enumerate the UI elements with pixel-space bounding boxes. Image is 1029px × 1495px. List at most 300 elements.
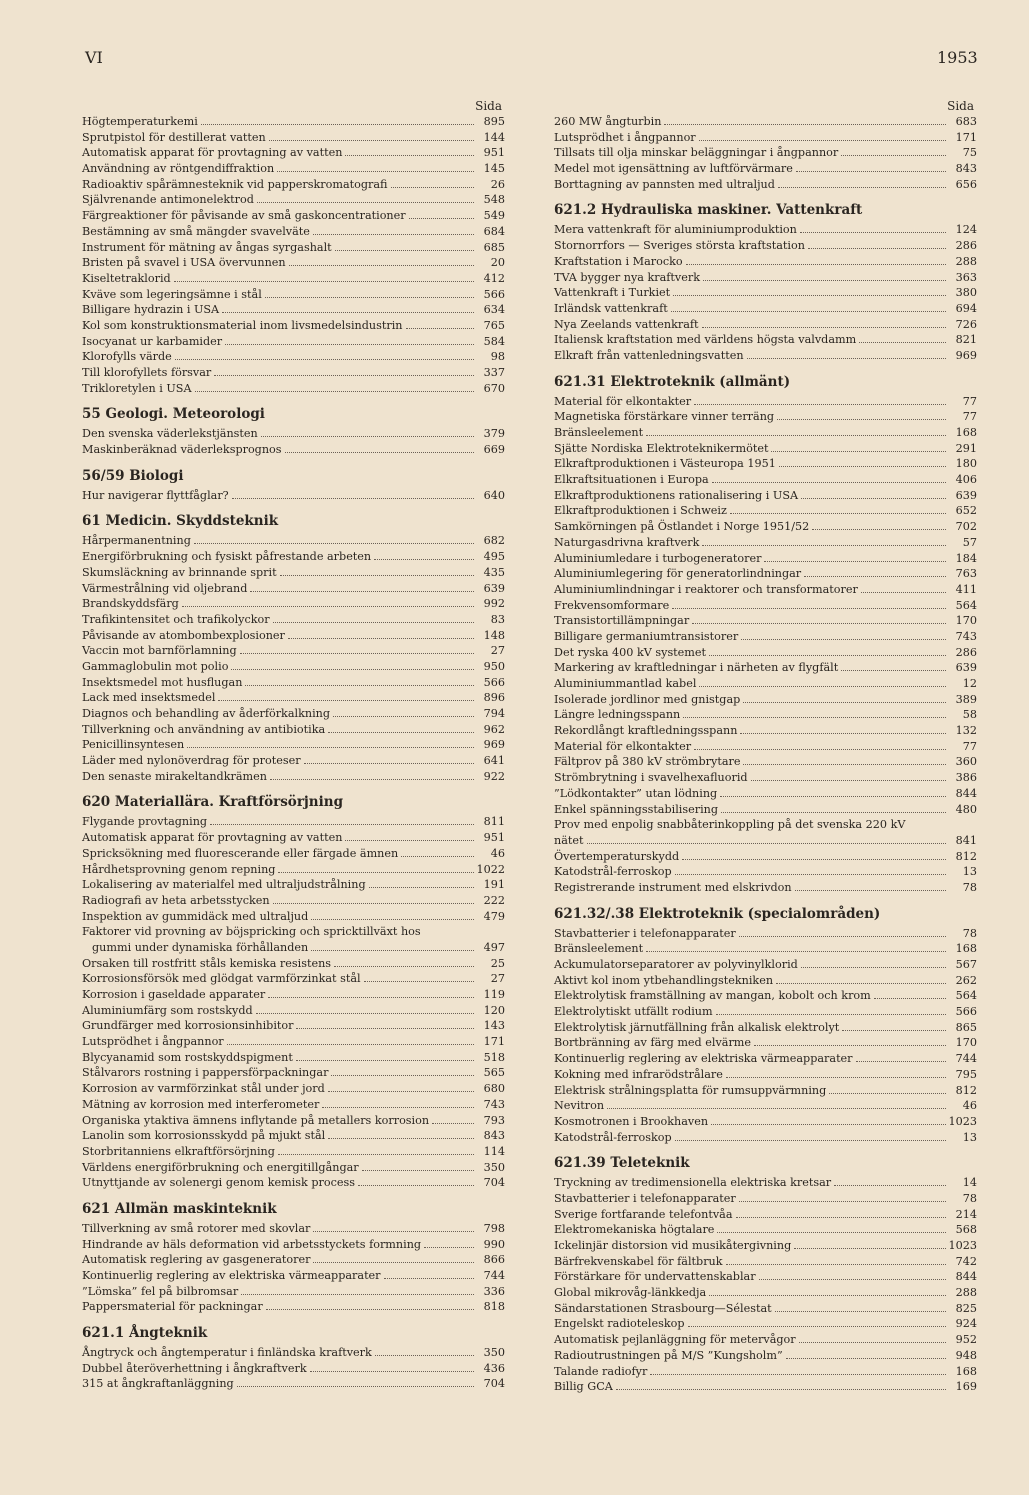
entry-title: Hur navigerar flyttfåglar? xyxy=(82,488,229,502)
page-ref: 78 xyxy=(962,880,977,894)
page-ref: 435 xyxy=(483,565,505,579)
index-entry xyxy=(554,1207,977,1223)
page-ref: 895 xyxy=(483,115,505,128)
page-ref: 124 xyxy=(955,223,977,237)
entry-title: Brandskyddsfärg xyxy=(82,597,179,611)
page-ref: 566 xyxy=(483,287,505,301)
dot-leader xyxy=(716,1014,946,1015)
entry-title: Högtemperaturkemi xyxy=(82,115,198,128)
index-entry xyxy=(82,302,505,318)
page-ref: 962 xyxy=(483,722,505,736)
page-ref: 291 xyxy=(955,441,977,455)
entry-title: Korrosion av varmförzinkat stål under jord xyxy=(82,1082,325,1096)
page-ref: 363 xyxy=(955,270,977,284)
index-entry xyxy=(554,285,977,301)
index-entry xyxy=(82,1284,505,1300)
entry-title: Irländsk vattenkraft xyxy=(554,301,668,315)
index-column-left xyxy=(82,98,505,1392)
page-ref: 922 xyxy=(483,769,505,783)
page-ref: 57 xyxy=(962,535,977,549)
page-ref: 143 xyxy=(483,1019,505,1033)
index-entry xyxy=(554,739,977,755)
page-ref: 992 xyxy=(483,597,505,611)
index-entry xyxy=(554,957,977,973)
dot-leader xyxy=(841,155,946,156)
entry-title: Bränsleelement xyxy=(554,426,644,439)
page-ref: 843 xyxy=(483,1129,505,1143)
dot-leader xyxy=(808,248,946,249)
dot-leader xyxy=(730,513,946,514)
page-ref: 744 xyxy=(483,1269,505,1282)
page-ref: 191 xyxy=(483,878,505,892)
dot-leader xyxy=(834,1185,946,1186)
dot-leader xyxy=(739,1201,946,1202)
index-entry xyxy=(554,754,977,770)
index-entry xyxy=(82,1268,505,1284)
entry-title: Trafikintensitet och trafikolyckor xyxy=(82,612,270,626)
page-ref: 78 xyxy=(962,926,977,940)
section-heading: 56/59 Biologi xyxy=(82,467,184,484)
dot-leader xyxy=(794,1248,945,1249)
entry-title: Spricksökning med fluorescerande eller färgade ämnen xyxy=(82,846,399,860)
page-ref: 821 xyxy=(955,333,977,347)
entry-title: Kontinuerlig reglering av elektriska värmeapparater xyxy=(82,1269,381,1282)
page-ref: 680 xyxy=(483,1082,505,1096)
page-ref: 337 xyxy=(483,366,505,379)
entry-title: Diagnos och behandling av åderförkalkning xyxy=(82,707,331,720)
index-entry xyxy=(82,488,505,504)
page-ref: 169 xyxy=(955,1380,977,1394)
entry-title: Kiseltetraklorid xyxy=(82,271,171,285)
index-entry xyxy=(554,1114,977,1130)
entry-title: Tillverkning och användning av antibiotika xyxy=(82,722,326,736)
sida-label: Sida xyxy=(475,99,502,113)
entry-title: Aluminiumlegering för generatorlindningar xyxy=(554,567,802,581)
dot-leader xyxy=(675,874,946,875)
entry-title: Vaccin mot barnförlamning xyxy=(82,644,237,658)
dot-leader xyxy=(786,1358,946,1359)
dot-leader xyxy=(406,328,475,329)
dot-leader xyxy=(345,840,474,841)
page-ref: 564 xyxy=(955,598,977,612)
dot-leader xyxy=(313,234,474,235)
entry-title: Aktivt kol inom ytbehandlingstekniken xyxy=(554,973,774,987)
dot-leader xyxy=(672,608,946,609)
dot-leader xyxy=(664,124,946,125)
page-ref: 114 xyxy=(483,1144,505,1158)
dot-leader xyxy=(751,780,946,781)
entry-title: Mätning av korrosion med interferometer xyxy=(82,1097,320,1111)
entry-title: Instrument för mätning av ångas syrgashalt xyxy=(82,240,332,254)
index-entry xyxy=(82,287,505,303)
entry-title: Elektrolytisk järnutfällning från alkalisk elektrolyt xyxy=(554,1020,840,1034)
index-entry xyxy=(554,1222,977,1238)
dot-leader xyxy=(280,575,474,576)
dot-leader xyxy=(779,466,946,467)
entry-title: Billigare germaniumtransistorer xyxy=(554,629,739,643)
index-entry xyxy=(554,1083,977,1099)
index-entry xyxy=(82,924,505,940)
index-entry xyxy=(82,893,505,909)
entry-title: Läder med nylonöverdrag för proteser xyxy=(82,754,301,768)
page-ref: 841 xyxy=(955,833,977,847)
page-ref: 58 xyxy=(962,708,977,722)
dot-leader xyxy=(709,1295,946,1296)
index-entry xyxy=(554,660,977,676)
index-entry xyxy=(82,1003,505,1019)
dot-leader xyxy=(673,295,946,296)
index-entry xyxy=(554,598,977,614)
index-entry xyxy=(554,880,977,896)
entry-title: Radiografi av heta arbetsstycken xyxy=(82,893,270,907)
page-ref: 75 xyxy=(962,146,977,160)
index-entry xyxy=(82,1018,505,1034)
entry-title: Gammaglobulin mot polio xyxy=(82,659,229,673)
entry-title: Ångtryck och ångtemperatur i finländska kraftverk xyxy=(82,1346,372,1360)
page-ref: 763 xyxy=(955,567,977,581)
dot-leader xyxy=(227,1044,474,1045)
entry-title: Pappersmaterial för packningar xyxy=(82,1300,263,1314)
entry-title: nätet xyxy=(554,833,584,847)
entry-title: Naturgasdrivna kraftverk xyxy=(554,535,700,549)
entry-title: Tryckning av tredimensionella elektriska kretsar xyxy=(554,1176,832,1190)
page-ref: 795 xyxy=(955,1067,977,1081)
entry-title: ”Lömska” fel på bilbromsar xyxy=(82,1284,239,1298)
entry-title: Sprutpistol för destillerat vatten xyxy=(82,130,266,144)
index-entry xyxy=(82,675,505,691)
page-ref: 811 xyxy=(483,815,505,829)
index-entry xyxy=(554,1067,977,1083)
index-entry xyxy=(554,222,977,238)
entry-title: Det ryska 400 kV systemet xyxy=(554,645,707,659)
entry-title: Lack med insektsmedel xyxy=(82,691,216,705)
entry-title: Flygande provtagning xyxy=(82,815,208,829)
entry-title: Samkörningen på Östlandet i Norge 1951/52 xyxy=(554,520,810,534)
entry-title: Den svenska väderlekstjänsten xyxy=(82,427,258,441)
dot-leader xyxy=(328,732,474,733)
page-ref: 684 xyxy=(483,224,505,238)
entry-title: Till klorofyllets försvar xyxy=(82,366,212,379)
section-heading: 621.39 Teleteknik xyxy=(554,1155,690,1172)
index-entry xyxy=(82,940,505,956)
section-heading: 61 Medicin. Skyddsteknik xyxy=(82,513,279,530)
page-ref: 1023 xyxy=(948,1114,977,1128)
section-heading: 620 Materiallära. Kraftförsörjning xyxy=(82,794,344,811)
index-entry xyxy=(82,114,505,130)
entry-title: Lutsprödhet i ångpannor xyxy=(554,130,696,144)
page-ref: 170 xyxy=(955,1036,977,1050)
dot-leader xyxy=(369,887,474,888)
entry-title: Kraftstation i Marocko xyxy=(554,254,683,268)
section-heading: 621.1 Ångteknik xyxy=(82,1325,208,1342)
index-entry xyxy=(82,628,505,644)
dot-leader xyxy=(222,312,474,313)
dot-leader xyxy=(409,218,474,219)
index-entry xyxy=(554,519,977,535)
dot-leader xyxy=(288,638,474,639)
entry-title: Elektrolytiskt utfällt rodium xyxy=(554,1005,713,1019)
index-entry xyxy=(554,394,977,410)
page-ref: 702 xyxy=(955,520,977,534)
page-ref: 825 xyxy=(955,1301,977,1315)
entry-title: Ackumulatorseparatorer av polyvinylklorid xyxy=(554,958,798,971)
entry-title: Elektrolytisk framställning av mangan, kobolt och krom xyxy=(554,989,871,1003)
section-heading: 621 Allmän maskinteknik xyxy=(82,1200,277,1217)
entry-title: Automatisk apparat för provtagning av vatten xyxy=(82,146,343,160)
page-ref: 480 xyxy=(955,802,977,816)
index-entry xyxy=(82,596,505,612)
entry-title: Material för elkontakter xyxy=(554,394,692,408)
dot-leader xyxy=(796,171,946,172)
dot-leader xyxy=(777,419,946,420)
page-ref: 214 xyxy=(955,1207,977,1221)
page-ref: 148 xyxy=(483,628,505,642)
dot-leader xyxy=(726,1264,946,1265)
dot-leader xyxy=(174,281,474,282)
entry-title: Stålvarors rostning i pappersförpackningar xyxy=(82,1066,329,1080)
dot-leader xyxy=(759,1279,946,1280)
index-entry xyxy=(554,802,977,818)
index-entry xyxy=(554,926,977,942)
index-entry xyxy=(82,426,505,442)
page-ref: 818 xyxy=(483,1300,505,1314)
dot-leader xyxy=(703,280,946,281)
entry-title: 315 at ångkraftanläggning xyxy=(82,1377,234,1391)
dot-leader xyxy=(841,670,946,671)
entry-title: Aluminiumfärg som rostskydd xyxy=(82,1003,253,1017)
dot-leader xyxy=(273,903,474,904)
dot-leader xyxy=(201,124,474,125)
page-ref: 670 xyxy=(483,381,505,395)
entry-title: Vattenkraft i Turkiet xyxy=(554,286,671,300)
page-ref: 682 xyxy=(483,534,505,548)
page-ref: 639 xyxy=(955,488,977,502)
index-entry xyxy=(554,425,977,441)
page-ref: 812 xyxy=(955,849,977,863)
page-ref: 379 xyxy=(483,427,505,441)
page-ref: 406 xyxy=(955,473,977,487)
entry-title: Katodstrål-ferroskop xyxy=(554,865,672,879)
dot-leader xyxy=(391,187,475,188)
entry-title: Dubbel återöverhettning i ångkraftverk xyxy=(82,1361,307,1375)
entry-title: Billigare hydrazin i USA xyxy=(82,303,220,317)
index-entry xyxy=(82,722,505,738)
dot-leader xyxy=(711,1124,945,1125)
dot-leader xyxy=(721,812,946,813)
index-entry xyxy=(554,1191,977,1207)
index-entry xyxy=(554,317,977,333)
dot-leader xyxy=(709,655,946,656)
page-ref: 969 xyxy=(483,738,505,752)
entry-title: Markering av kraftledningar i närheten av flygfält xyxy=(554,661,839,675)
entry-title: Sverige fortfarande telefontvåa xyxy=(554,1207,733,1221)
dot-leader xyxy=(743,764,946,765)
index-entry xyxy=(82,581,505,597)
index-entry xyxy=(554,535,977,551)
index-entry xyxy=(82,1144,505,1160)
index-entry xyxy=(82,1376,505,1392)
index-entry xyxy=(82,659,505,675)
dot-leader xyxy=(313,1231,474,1232)
index-entry xyxy=(554,161,977,177)
page-ref: 844 xyxy=(955,786,977,800)
index-entry xyxy=(554,1332,977,1348)
entry-title: Skumsläckning av brinnande sprit xyxy=(82,565,277,579)
page-number-roman: VI xyxy=(85,48,103,67)
dot-leader xyxy=(754,1045,946,1046)
dot-leader xyxy=(375,1355,474,1356)
index-entry xyxy=(554,301,977,317)
page-ref: 924 xyxy=(955,1317,977,1331)
index-entry xyxy=(554,332,977,348)
dot-leader xyxy=(740,733,946,734)
dot-leader xyxy=(799,1342,946,1343)
entry-title: Insektsmedel mot husflugan xyxy=(82,675,243,689)
dot-leader xyxy=(270,779,474,780)
index-entry xyxy=(82,706,505,722)
entry-title: Magnetiska förstärkare vinner terräng xyxy=(554,410,775,424)
index-entry xyxy=(82,1345,505,1361)
page-ref: 656 xyxy=(955,177,977,191)
dot-leader xyxy=(334,966,474,967)
dot-leader xyxy=(277,171,474,172)
index-entry xyxy=(554,254,977,270)
dot-leader xyxy=(616,1389,946,1390)
entry-title: Självrenande antimonelektrod xyxy=(82,193,254,207)
dot-leader xyxy=(266,1309,474,1310)
index-entry xyxy=(554,786,977,802)
dot-leader xyxy=(739,936,946,937)
entry-title: Strömbrytning i svavelhexafluorid xyxy=(554,771,748,785)
entry-title: Global mikrovåg-länkkedja xyxy=(554,1286,707,1300)
index-entry xyxy=(554,1004,977,1020)
entry-title: ”Lödkontakter” utan lödning xyxy=(554,786,718,800)
page-ref: 548 xyxy=(483,193,505,207)
index-entry xyxy=(554,1269,977,1285)
entry-title: Hindrande av häls deformation vid arbetsstyckets formning xyxy=(82,1237,422,1251)
page-ref: 844 xyxy=(955,1270,977,1284)
entry-title: Färgreaktioner för påvisande av små gaskoncentrationer xyxy=(82,209,406,223)
page-ref: 350 xyxy=(483,1346,505,1360)
page-ref: 639 xyxy=(955,661,977,675)
entry-title: Bortbränning av färg med elvärme xyxy=(554,1036,752,1050)
page-ref: 168 xyxy=(955,1364,977,1378)
dot-leader xyxy=(285,452,474,453)
page-ref: 865 xyxy=(955,1020,977,1034)
index-entry xyxy=(82,612,505,628)
index-entry xyxy=(554,676,977,692)
dot-leader xyxy=(257,202,474,203)
index-entry xyxy=(82,1034,505,1050)
entry-title: Automatisk reglering av gasgeneratorer xyxy=(82,1253,311,1267)
page-ref: 119 xyxy=(483,988,505,1001)
index-entry xyxy=(82,987,505,1003)
entry-title: gummi under dynamiska förhållanden xyxy=(92,940,309,954)
index-entry xyxy=(554,1175,977,1191)
index-entry xyxy=(82,224,505,240)
dot-leader xyxy=(801,967,946,968)
entry-title: Automatisk pejlanläggning för metervågor xyxy=(554,1333,796,1347)
dot-leader xyxy=(720,796,946,797)
index-entry xyxy=(554,817,977,833)
entry-title: Korrosionsförsök med glödgat varmförzinkat stål xyxy=(82,972,361,986)
page-ref: 743 xyxy=(483,1097,505,1111)
dot-leader xyxy=(214,375,474,376)
dot-leader xyxy=(712,482,946,483)
entry-title: Elkraftproduktionen i Västeuropa 1951 xyxy=(554,457,776,471)
index-entry xyxy=(554,849,977,865)
index-entry xyxy=(554,707,977,723)
index-entry xyxy=(82,1065,505,1081)
entry-title: Blycyanamid som rostskyddspigment xyxy=(82,1050,293,1064)
page-ref: 412 xyxy=(483,271,505,285)
dot-leader xyxy=(688,1326,946,1327)
index-entry xyxy=(82,737,505,753)
index-entry xyxy=(82,177,505,193)
index-entry xyxy=(82,1237,505,1253)
dot-leader xyxy=(311,950,474,951)
entry-title: Registrerande instrument med elskrivdon xyxy=(554,880,792,894)
dot-leader xyxy=(362,1170,474,1171)
dot-leader xyxy=(187,747,474,748)
page-ref: 744 xyxy=(955,1052,977,1066)
index-entry xyxy=(82,846,505,862)
index-entry xyxy=(82,318,505,334)
dot-leader xyxy=(776,983,946,984)
dot-leader xyxy=(240,653,474,654)
index-entry xyxy=(82,1175,505,1191)
page-ref: 27 xyxy=(490,972,505,986)
page-ref: 694 xyxy=(955,301,977,315)
index-entry xyxy=(554,270,977,286)
dot-leader xyxy=(801,498,946,499)
dot-leader xyxy=(671,311,946,312)
entry-title: Kontinuerlig reglering av elektriska värmeapparater xyxy=(554,1052,853,1066)
dot-leader xyxy=(261,436,474,437)
index-entry xyxy=(554,1020,977,1036)
page-ref: 98 xyxy=(490,350,505,364)
index-entry xyxy=(554,582,977,598)
page-ref: 46 xyxy=(490,846,505,860)
entry-title: Rekordlångt kraftledningsspann xyxy=(554,724,738,738)
dot-leader xyxy=(195,391,474,392)
page-ref: 951 xyxy=(483,831,505,845)
index-entry xyxy=(82,877,505,893)
dot-leader xyxy=(401,856,474,857)
page-ref: 568 xyxy=(955,1223,977,1237)
entry-title: Enkel spänningsstabilisering xyxy=(554,802,719,816)
page-ref: 566 xyxy=(955,1005,977,1019)
dot-leader xyxy=(432,1123,474,1124)
entry-title: Radioutrustningen på M/S ”Kungsholm” xyxy=(554,1348,783,1362)
page-ref: 952 xyxy=(955,1333,977,1347)
dot-leader xyxy=(771,451,946,452)
dot-leader xyxy=(269,140,474,141)
index-entry xyxy=(82,769,505,785)
index-entry xyxy=(82,830,505,846)
dot-leader xyxy=(245,685,474,686)
page-ref: 171 xyxy=(955,130,977,144)
entry-title: Orsaken till rostfritt ståls kemiska resistens xyxy=(82,956,332,970)
entry-title: Faktorer vid provning av böjspricking och spricktillväxt hos xyxy=(82,925,421,939)
index-entry xyxy=(82,1050,505,1066)
index-entry xyxy=(82,1252,505,1268)
entry-title: Värmestrålning vid oljebrand xyxy=(82,581,248,595)
dot-leader xyxy=(743,702,946,703)
dot-leader xyxy=(364,981,474,982)
dot-leader xyxy=(812,529,946,530)
page-ref: 634 xyxy=(483,303,505,317)
